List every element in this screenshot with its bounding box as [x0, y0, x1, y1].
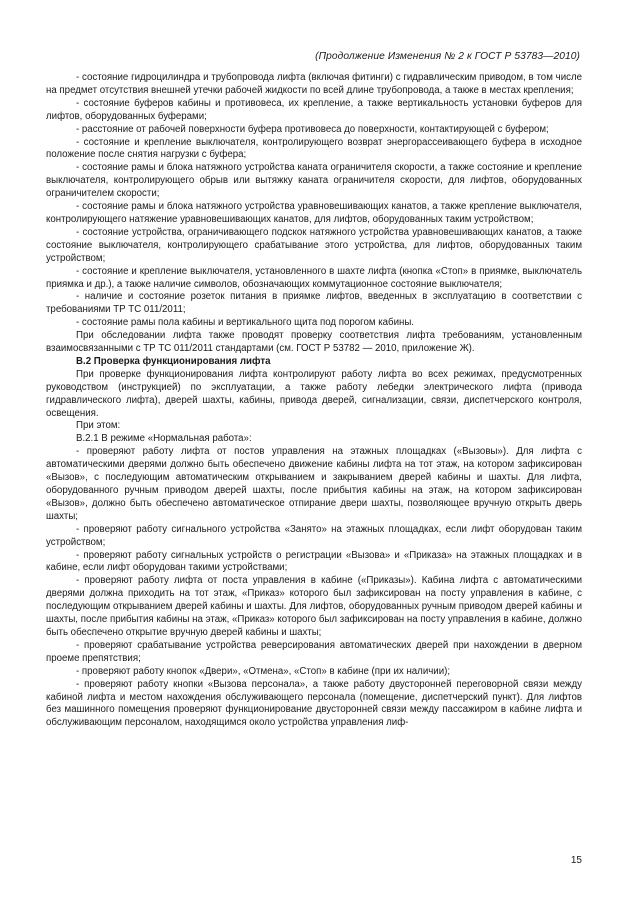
section-heading: В.2 Проверка функционирования лифта — [76, 355, 271, 367]
paragraph: - состояние и крепление выключателя, установленного в шахте лифта (кнопка «Стоп» в приямке, выключатель приямка и др.), а также наличие символов, обозначающих коммутационное состояние выключателя; — [46, 265, 582, 290]
paragraph: При обследовании лифта также проводят проверку соответствия лифта требованиям, установленным взаимосвязанными с ТР ТС 011/2011 стандартами (см. ГОСТ Р 53782 — 2010, приложение Ж). — [46, 330, 582, 355]
running-header: (Продолжение Изменения № 2 к ГОСТ Р 53783—2010) — [315, 51, 580, 62]
document-body — [46, 72, 582, 730]
paragraph: - состояние буферов кабины и противовеса, их крепление, а также вертикальность установки буферов для лифтов, оборудованных буферами; — [46, 97, 582, 122]
paragraph: - состояние устройства, ограничивающего подскок натяжного устройства уравновешивающих канатов, а также состояние выключателя, контролирующего срабатывание этого устройства, для лифтов, оборудованных таким устройством; — [46, 226, 582, 264]
paragraph: При этом: — [76, 420, 121, 432]
paragraph: - состояние гидроцилиндра и трубопровода лифта (включая фитинги) с гидравлическим приводом, в том числе на предмет отсутствия внешней утечки рабочей жидкости по всей длине трубопровода, а также в местах крепления; — [46, 72, 582, 96]
paragraph: - состояние рамы и блока натяжного устройства каната ограничителя скорости, а также состояние и крепление выключателя, контролирующего обрыв или вытяжку каната ограничителя скорости, для лифтов, оборудованных ограничителем скорости; — [46, 162, 582, 200]
paragraph: - проверяют работу сигнального устройства «Занято» на этажных площадках, если лифт оборудован таким устройством; — [46, 523, 582, 548]
paragraph: В.2.1 В режиме «Нормальная работа»: — [76, 433, 252, 445]
paragraph: - состояние рамы пола кабины и вертикального щита под порогом кабины. — [76, 317, 415, 329]
paragraph: - наличие и состояние розеток питания в приямке лифтов, введенных в эксплуатацию в соответствии с требованиями ТР ТС 011/2011; — [46, 291, 582, 316]
paragraph: - проверяют работу кнопок «Двери», «Отмена», «Стоп» в кабине (при их наличии); — [76, 665, 451, 677]
paragraph: - состояние рамы и блока натяжного устройства уравновешивающих канатов, а также крепление выключателя, контролирующего натяжение уравновешивающих канатов, для лифтов, оборудованных таким устройством; — [46, 201, 582, 225]
page-number: 15 — [570, 855, 582, 866]
paragraph: - проверяют срабатывание устройства реверсирования автоматических дверей при нахождении в дверном проеме препятствия; — [46, 639, 582, 664]
paragraph: - проверяют работу лифта от поста управления в кабине («Приказы»). Кабина лифта с автоматическими дверями должна приходить на тот этаж, «Приказ» которого был зафиксирован на посту управления в кабине, с последующим открыванием дверей кабины и шахты. Для лифтов, оборудованных ручным приводом дверей кабины и шахты, после прибытия кабины на этаж, «Приказ» которого был зафиксирован на посту управления в кабине, должно быть обеспечено открытие вручную дверей кабины и шахты; — [46, 575, 582, 638]
paragraph: - проверяют работу кнопки «Вызова персонала», а также работу двусторонней переговорной связи между кабиной лифта и местом нахождения обслуживающего персонала (помещение, диспетчерский пункт). Для лифтов без машинного помещения проверяют функционирование двусторонней связи между пассажиром в кабине лифта и обслуживающим персоналом, находящимся около устройства управления лиф- — [46, 678, 582, 729]
paragraph: - расстояние от рабочей поверхности буфера противовеса до поверхности, контактирующей с буфером; — [76, 123, 549, 135]
paragraph: - состояние и крепление выключателя, контролирующего возврат энергорассеивающего буфера в исходное положение после снятия нагрузки с буфера; — [46, 136, 582, 161]
paragraph: При проверке функционирования лифта контролируют работу лифта во всех режимах, предусмотренных руководством (инструкцией) по эксплуатации, а также работу лебедки электрического лифта (привода гидравлического лифта), дверей шахты, кабины, привода дверей, сигнализации, связи, диспетчерского контроля, освещения. — [46, 368, 582, 419]
paragraph: - проверяют работу сигнальных устройств о регистрации «Вызова» и «Приказа» на этажных площадках и в кабине, если лифт оборудован такими устройствами; — [46, 549, 582, 574]
paragraph: - проверяют работу лифта от постов управления на этажных площадках («Вызовы»). Для лифта с автоматическими дверями должно быть обеспечено движение кабины лифта на тот этаж, на котором зафиксирован «Вызов», с последующим автоматическим открыванием и закрыванием дверей кабины и шахты. Для лифта, оборудованного ручным приводом дверей шахты, после прибытия кабины на этаж, на котором зафиксирован «Вызов», должно быть обеспечено автоматическое отпирание двери шахты, позволяющее вручную открыть дверь шахты; — [46, 446, 582, 522]
